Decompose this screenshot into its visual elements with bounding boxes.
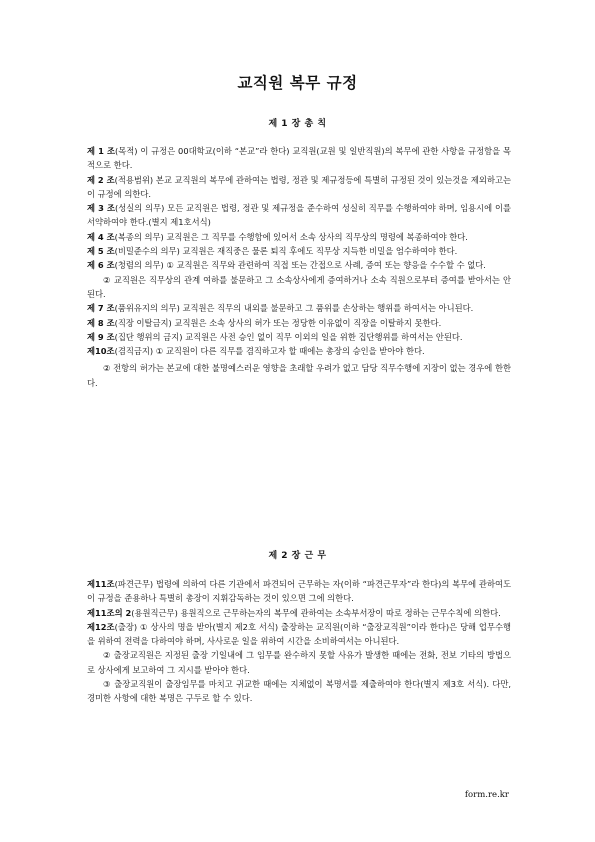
- clause-text: ③ 출장교직원이 출장임무를 마치고 귀교한 때에는 지체없이 복명서를 제출하여야 한다(별지 제3호 서식). 다만, 경미한 사항에 대한 복명은 구두로 할 수 있다.: [87, 679, 511, 704]
- article-4: [87, 230, 511, 244]
- article-text: (겸직금지) ① 교직원이 다른 직무를 겸직하고자 할 때에는 총장의 승인을 받아야 한다.: [114, 346, 425, 357]
- article-12: [87, 620, 511, 649]
- article-number: 제10조: [87, 346, 115, 357]
- article-11: [87, 577, 511, 606]
- article-10-clause-2: [87, 361, 511, 390]
- article-8: [87, 316, 511, 330]
- footer-source-label: form.re.kr: [464, 790, 509, 800]
- article-text: (출장) ① 상사의 명을 받아(별지 제2호 서식) 출장하는 교직원(이하 “출장교직원”이라 한다)은 당해 업무수행을 위하여 전력을 다하여야 하며, 사사로운 일을 위하여 시간을 소비하여서는 아니된다.: [87, 621, 511, 647]
- article-2: [87, 173, 511, 202]
- document-title: 교직원 복무 규정: [237, 74, 358, 92]
- article-number: 제 6 조: [87, 260, 115, 271]
- article-12-clause-2: [87, 648, 511, 677]
- chapter-2-body: [87, 577, 511, 706]
- chapter-1-heading: 제 1 장 총 칙: [268, 119, 327, 129]
- article-3: [87, 201, 511, 230]
- clause-text: ② 교직원은 직무상의 관계 여하를 불문하고 그 소속상사에게 증여하거나 소속 직원으로부터 증여를 받아서는 안된다.: [87, 274, 511, 299]
- article-number: 제12조: [87, 621, 115, 632]
- article-number: 제 3 조: [87, 203, 115, 214]
- article-number: 제 2 조: [87, 174, 115, 185]
- article-text: (비밀준수의 의무) 교직원은 재직중은 물론 퇴직 후에도 직무상 지득한 비밀을 엄수하여야 한다.: [114, 246, 458, 257]
- article-number: 제 9 조: [87, 331, 115, 342]
- article-text: (집단 행위의 금지) 교직원은 사전 승인 없이 직무 이외의 일을 위한 집단행위를 하여서는 안된다.: [114, 331, 463, 342]
- article-number: 제 4 조: [87, 231, 115, 242]
- article-text: (적용범위) 본교 교직원의 복무에 관하여는 법령, 정관 및 제규정등에 특별히 규정된 것이 있는것을 제외하고는 이 규정에 의한다.: [87, 174, 511, 199]
- article-7: [87, 301, 511, 315]
- article-number: 제11조: [87, 579, 115, 589]
- article-5: [87, 244, 511, 258]
- article-text: (파견근무) 법령에 의하여 다른 기관에서 파견되어 근무하는 자(이하 “파견근무자”라 한다)의 복무에 관하여도 이 규정을 준용하나 특별히 총장이 지휘감독하는 것이 있으면 그에 의한다.: [87, 579, 511, 604]
- article-text: (청렴의 의무) ① 교직원은 직무와 관련하여 직접 또는 간접으로 사례, 증여 또는 향응을 수수할 수 없다.: [114, 260, 486, 271]
- article-1: [87, 144, 511, 173]
- article-number: 제 7 조: [87, 303, 115, 314]
- article-11-2: [87, 606, 511, 620]
- article-12-clause-3: [87, 677, 511, 706]
- article-text: (목적) 이 규정은 00대학교(이하 “본교”라 한다) 교직원(교원 및 일반직원)의 복무에 관한 사항을 규정함을 목적으로 한다.: [87, 146, 511, 171]
- article-text: (성실의 의무) 모든 교직원은 법령, 정관 및 제규정을 준수하여 성실히 직무를 수행하여야 하며, 임용시에 이를 서약하여야 한다.(별지 제1호서식): [87, 203, 511, 228]
- article-text: (품위유지의 의무) 교직원은 직무의 내외를 불문하고 그 품위를 손상하는 행위를 하여서는 아니된다.: [114, 303, 474, 314]
- article-text: (직장 이탈금지) 교직원은 소속 상사의 허가 또는 정당한 이유없이 직장을 이탈하지 못한다.: [114, 317, 442, 328]
- article-number: 제11조의 2: [87, 607, 132, 618]
- clause-text: ② 출장교직원은 지정된 출장 기일내에 그 임무를 완수하지 못할 사유가 발생한 때에는 전화, 전보 기타의 방법으로 상사에게 보고하여 그 지시를 받아야 한다.: [87, 650, 511, 675]
- chapter-2-heading: 제 2 장 근 무: [268, 551, 327, 561]
- article-text: (용원직근무) 용원직으로 근무하는자의 복무에 관하여는 소속부서장이 따로 정하는 근무수칙에 의한다.: [131, 607, 501, 618]
- chapter-1-body: [87, 144, 511, 390]
- article-6: [87, 258, 511, 272]
- article-number: 제 8 조: [87, 317, 115, 328]
- article-text: (복종의 의무) 교직원은 그 직무를 수행함에 있어서 소속 상사의 직무상의 명령에 복종하여야 한다.: [114, 231, 468, 242]
- article-6-clause-2: [87, 273, 511, 302]
- article-10: [87, 344, 511, 358]
- article-number: 제 1 조: [87, 146, 115, 156]
- clause-text: ② 전항의 허가는 본교에 대한 불명예스러운 영향을 초래할 우려가 없고 담당 직무수행에 지장이 없는 경우에 한한다.: [87, 363, 511, 388]
- article-number: 제 5 조: [87, 246, 115, 257]
- article-9: [87, 330, 511, 344]
